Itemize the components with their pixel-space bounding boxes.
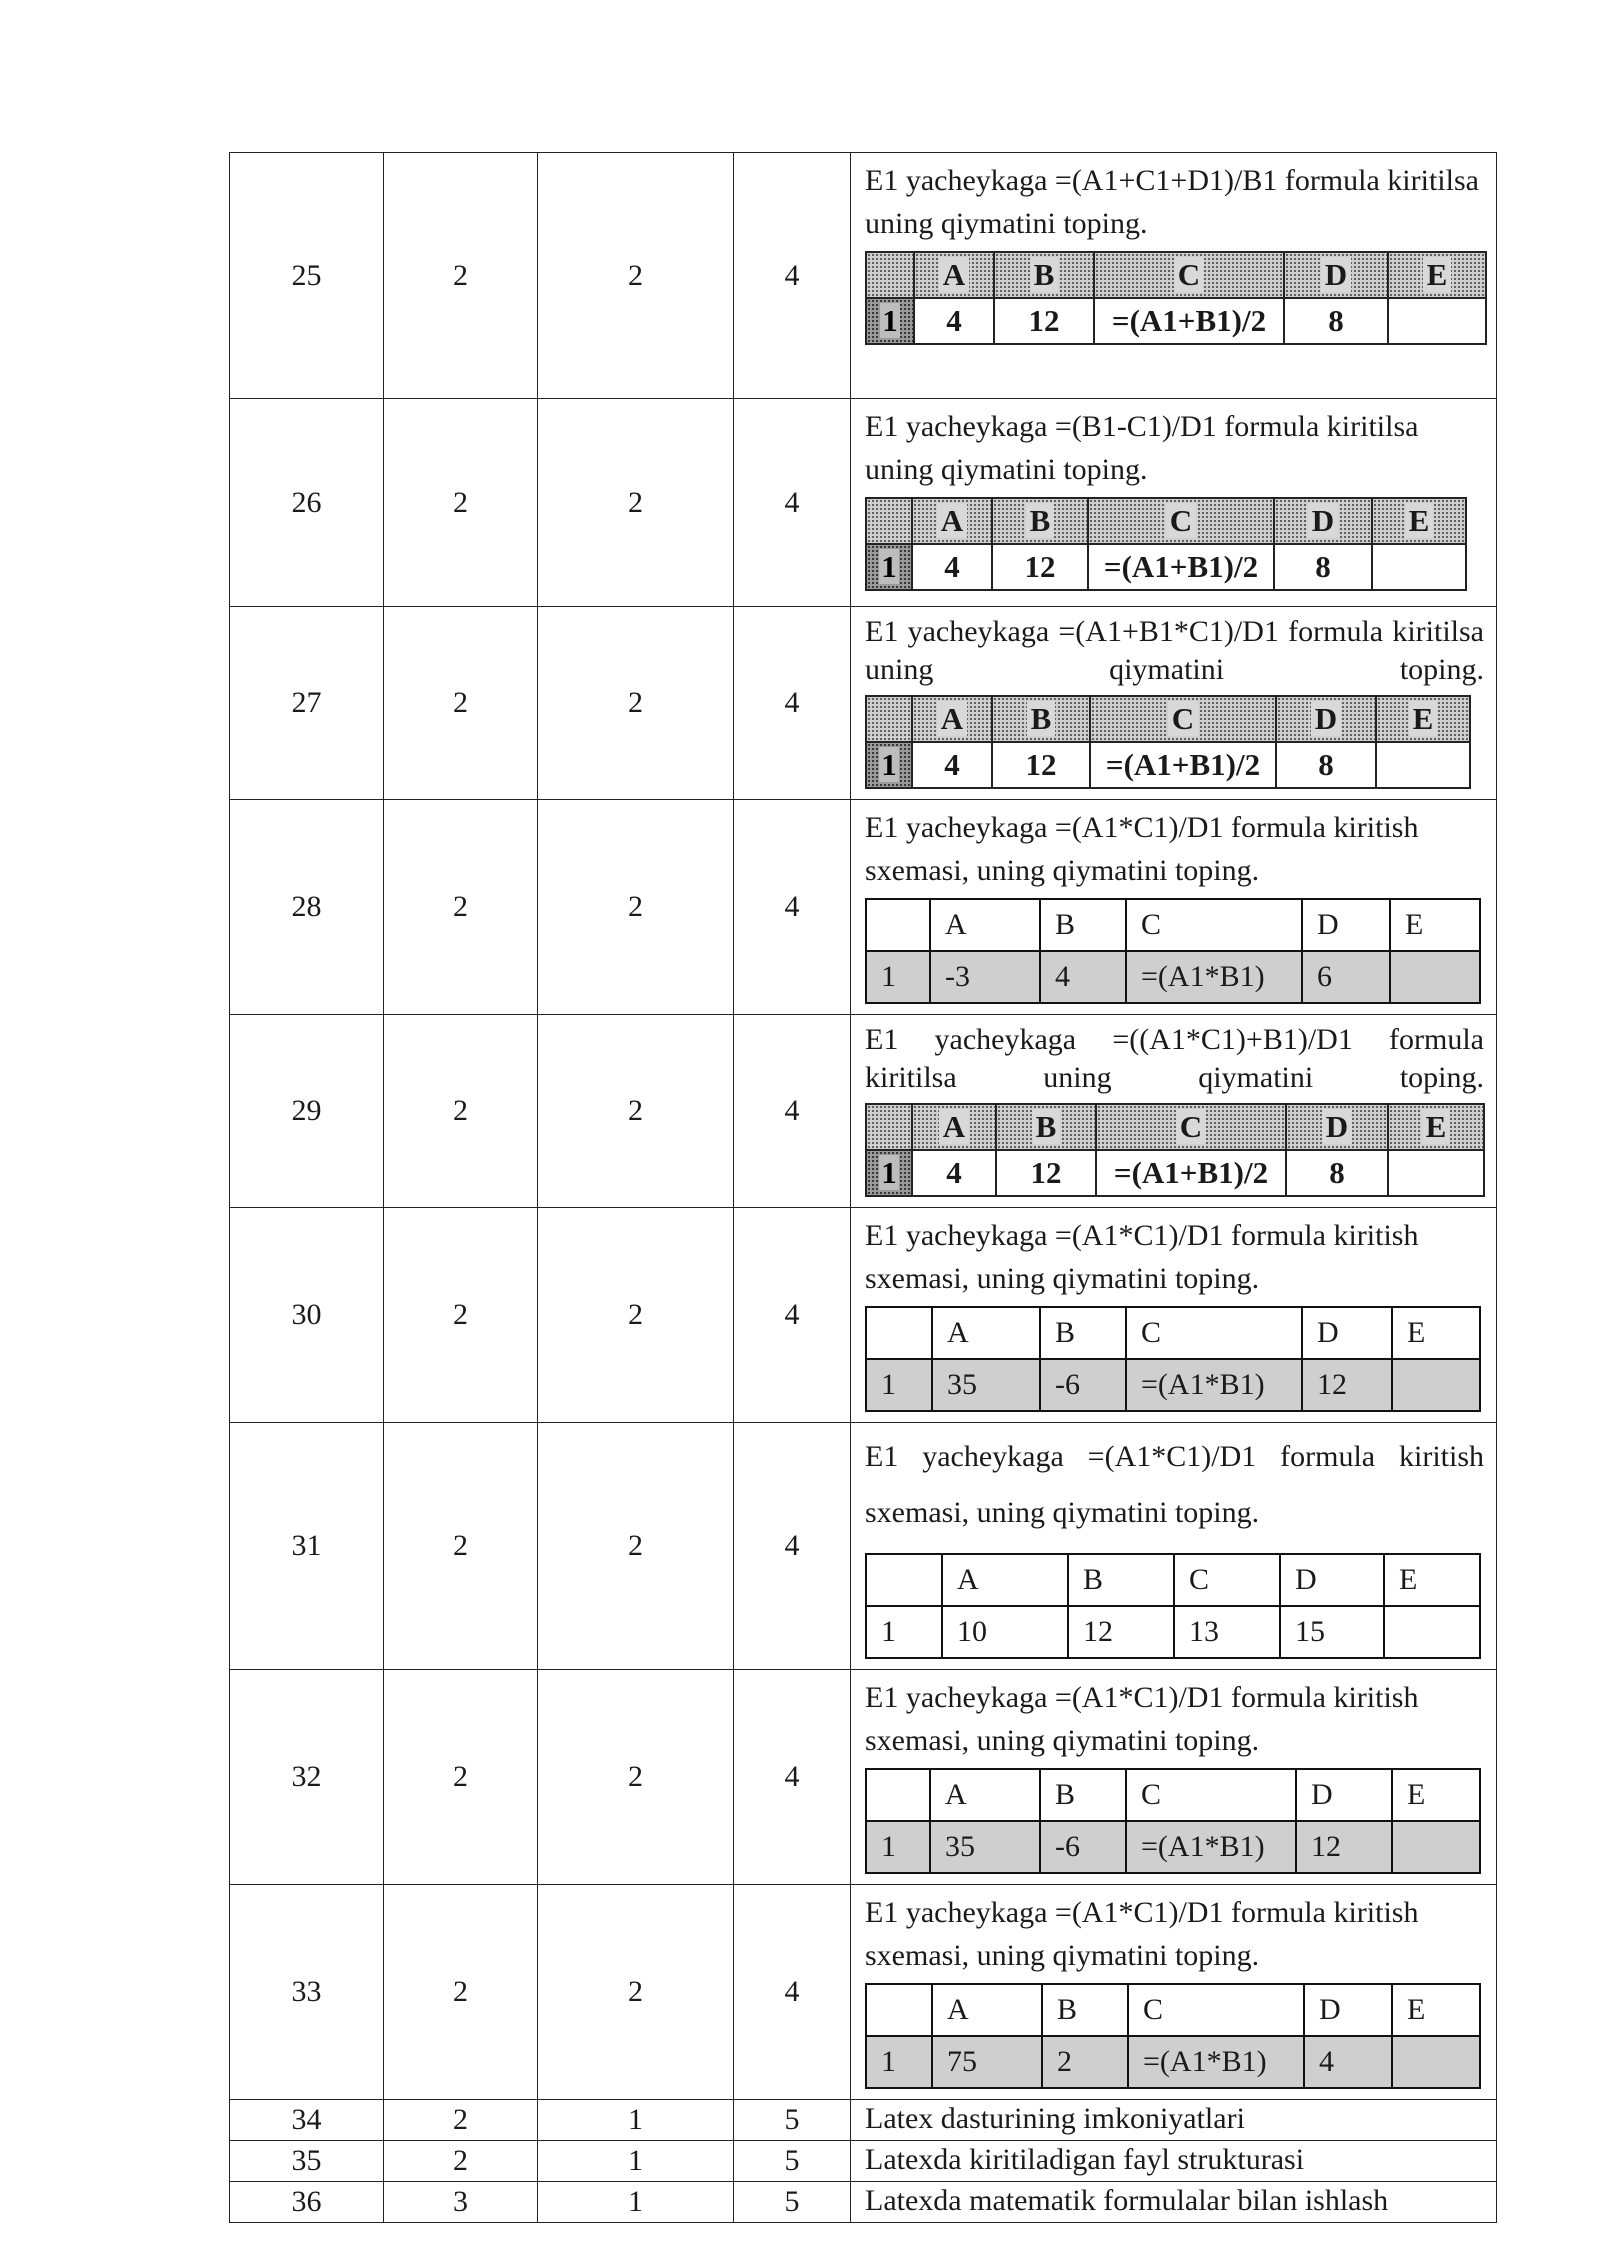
sheet-header-b: B xyxy=(1042,1984,1128,2036)
sheet-cell-d1: 12 xyxy=(1296,1821,1392,1873)
sheet-header-a: A xyxy=(930,1769,1040,1821)
question-cell xyxy=(851,1885,1497,2100)
table-row xyxy=(230,607,1497,800)
sheet-row-number: 1 xyxy=(866,1821,930,1873)
sheet-corner xyxy=(866,1307,932,1359)
spreadsheet-table xyxy=(865,1768,1481,1874)
sheet-cell-c1: =(A1*B1) xyxy=(1126,951,1302,1003)
col-3-value: 2 xyxy=(538,607,734,800)
sheet-cell-a1: -3 xyxy=(930,951,1040,1003)
question-number: 36 xyxy=(230,2182,384,2223)
table-row xyxy=(230,153,1497,399)
col-2-value: 2 xyxy=(384,1208,538,1423)
sheet-header-b: B xyxy=(1068,1554,1174,1606)
sheet-header-d: D xyxy=(1276,696,1376,742)
table-row xyxy=(230,2141,1497,2182)
sheet-header-a: A xyxy=(932,1984,1042,2036)
sheet-corner xyxy=(866,899,930,951)
sheet-header-c: C xyxy=(1126,1769,1296,1821)
sheet-header-a: A xyxy=(942,1554,1068,1606)
col-2-value: 2 xyxy=(384,153,538,399)
table-row xyxy=(230,399,1497,607)
sheet-cell-d1: 8 xyxy=(1284,298,1388,344)
sheet-header-a: A xyxy=(912,696,992,742)
table-row xyxy=(230,2100,1497,2141)
sheet-cell-a1: 75 xyxy=(932,2036,1042,2088)
col-3-value: 1 xyxy=(538,2182,734,2223)
sheet-cell-b1: 4 xyxy=(1040,951,1126,1003)
spreadsheet-table xyxy=(865,1983,1481,2089)
table-row xyxy=(230,1208,1497,1423)
sheet-cell-d1: 8 xyxy=(1286,1150,1388,1196)
question-text: E1 yacheykaga =(B1-C1)/D1 formula kiritilsa uning qiymatini toping. xyxy=(865,410,1419,486)
table-row xyxy=(230,2182,1497,2223)
question-text: Latexda kiritiladigan fayl strukturasi xyxy=(851,2141,1497,2182)
question-text: E1 yacheykaga =(A1*C1)/D1 formula kiritish sxemasi, uning qiymatini toping. xyxy=(865,1896,1419,1972)
col-3-value: 2 xyxy=(538,800,734,1015)
question-text: E1 yacheykaga =(A1+C1+D1)/B1 formula kiritilsa uning qiymatini toping. xyxy=(865,164,1479,240)
sheet-header-e: E xyxy=(1372,498,1466,544)
col-3-value: 1 xyxy=(538,2100,734,2141)
question-number: 27 xyxy=(230,607,384,800)
sheet-header-d: D xyxy=(1296,1769,1392,1821)
question-cell xyxy=(851,1208,1497,1423)
sheet-header-c: C xyxy=(1174,1554,1280,1606)
sheet-header-b: B xyxy=(1040,1307,1126,1359)
sheet-header-b: B xyxy=(1040,1769,1126,1821)
col-3-value: 2 xyxy=(538,153,734,399)
question-text: E1 yacheykaga =(A1*C1)/D1 formula kiritish sxemasi, uning qiymatini toping. xyxy=(865,1440,1484,1529)
sheet-cell-b1: 12 xyxy=(1068,1606,1174,1658)
sheet-row-number: 1 xyxy=(866,1606,942,1658)
sheet-header-d: D xyxy=(1284,252,1388,298)
sheet-header-e: E xyxy=(1392,1307,1480,1359)
spreadsheet-image xyxy=(865,1103,1485,1197)
sheet-row-number: 1 xyxy=(866,2036,932,2088)
sheet-header-c: C xyxy=(1090,696,1276,742)
col-2-value: 3 xyxy=(384,2182,538,2223)
question-table xyxy=(229,152,1497,2223)
sheet-cell-a1: 4 xyxy=(914,298,994,344)
sheet-cell-b1: 12 xyxy=(992,742,1090,788)
sheet-header-e: E xyxy=(1376,696,1470,742)
sheet-header-b: B xyxy=(992,498,1088,544)
sheet-cell-a1: 4 xyxy=(912,1150,996,1196)
question-number: 31 xyxy=(230,1423,384,1670)
sheet-cell-d1: 8 xyxy=(1274,544,1372,590)
question-number: 28 xyxy=(230,800,384,1015)
sheet-header-c: C xyxy=(1094,252,1284,298)
sheet-cell-c1: =(A1*B1) xyxy=(1126,1359,1302,1411)
sheet-corner xyxy=(866,1554,942,1606)
col-2-value: 2 xyxy=(384,1423,538,1670)
question-text: Latexda matematik formulalar bilan ishlash xyxy=(851,2182,1497,2223)
sheet-header-c: C xyxy=(1128,1984,1304,2036)
sheet-header-e: E xyxy=(1388,252,1486,298)
question-number: 25 xyxy=(230,153,384,399)
col-2-value: 2 xyxy=(384,800,538,1015)
sheet-cell-e1 xyxy=(1392,1821,1480,1873)
col-3-value: 1 xyxy=(538,2141,734,2182)
sheet-cell-e1 xyxy=(1388,298,1486,344)
table-row xyxy=(230,1423,1497,1670)
sheet-header-a: A xyxy=(914,252,994,298)
sheet-cell-b1: 12 xyxy=(996,1150,1096,1196)
col-2-value: 2 xyxy=(384,2100,538,2141)
spreadsheet-table xyxy=(865,898,1481,1004)
question-number: 35 xyxy=(230,2141,384,2182)
spreadsheet-table xyxy=(865,1306,1481,1412)
col-4-value: 4 xyxy=(734,1015,851,1208)
table-row xyxy=(230,800,1497,1015)
question-cell xyxy=(851,800,1497,1015)
sheet-cell-a1: 10 xyxy=(942,1606,1068,1658)
col-4-value: 4 xyxy=(734,607,851,800)
sheet-row-number: 1 xyxy=(866,544,912,590)
sheet-cell-e1 xyxy=(1372,544,1466,590)
sheet-header-c: C xyxy=(1096,1104,1286,1150)
sheet-header-d: D xyxy=(1280,1554,1384,1606)
sheet-cell-d1: 8 xyxy=(1276,742,1376,788)
sheet-cell-a1: 35 xyxy=(932,1359,1040,1411)
sheet-corner xyxy=(866,498,912,544)
sheet-header-d: D xyxy=(1274,498,1372,544)
sheet-cell-e1 xyxy=(1392,2036,1480,2088)
sheet-row-number: 1 xyxy=(866,1359,932,1411)
question-number: 33 xyxy=(230,1885,384,2100)
spreadsheet-image xyxy=(865,497,1467,591)
sheet-header-e: E xyxy=(1384,1554,1480,1606)
question-number: 32 xyxy=(230,1670,384,1885)
sheet-header-e: E xyxy=(1390,899,1480,951)
col-3-value: 2 xyxy=(538,1015,734,1208)
col-2-value: 2 xyxy=(384,2141,538,2182)
spreadsheet-image xyxy=(865,695,1471,789)
sheet-cell-d1: 4 xyxy=(1304,2036,1392,2088)
col-2-value: 2 xyxy=(384,1015,538,1208)
sheet-header-b: B xyxy=(992,696,1090,742)
col-3-value: 2 xyxy=(538,1670,734,1885)
sheet-row-number: 1 xyxy=(866,1150,912,1196)
sheet-cell-b1: 12 xyxy=(994,298,1094,344)
sheet-cell-b1: 12 xyxy=(992,544,1088,590)
col-4-value: 4 xyxy=(734,1670,851,1885)
question-cell xyxy=(851,153,1497,399)
question-number: 30 xyxy=(230,1208,384,1423)
sheet-row-number: 1 xyxy=(866,742,912,788)
sheet-header-b: B xyxy=(1040,899,1126,951)
sheet-header-a: A xyxy=(912,498,992,544)
sheet-header-d: D xyxy=(1302,1307,1392,1359)
table-row xyxy=(230,1670,1497,1885)
sheet-corner xyxy=(866,1104,912,1150)
col-4-value: 5 xyxy=(734,2141,851,2182)
question-cell xyxy=(851,1015,1497,1208)
sheet-header-b: B xyxy=(996,1104,1096,1150)
sheet-row-number: 1 xyxy=(866,298,914,344)
sheet-cell-c1: =(A1*B1) xyxy=(1128,2036,1304,2088)
sheet-corner xyxy=(866,696,912,742)
sheet-cell-c1: =(A1+B1)/2 xyxy=(1094,298,1284,344)
sheet-header-c: C xyxy=(1126,1307,1302,1359)
question-cell xyxy=(851,399,1497,607)
col-4-value: 4 xyxy=(734,153,851,399)
sheet-cell-b1: -6 xyxy=(1040,1359,1126,1411)
col-4-value: 4 xyxy=(734,399,851,607)
question-cell xyxy=(851,1423,1497,1670)
sheet-cell-a1: 4 xyxy=(912,544,992,590)
question-cell xyxy=(851,607,1497,800)
sheet-header-d: D xyxy=(1304,1984,1392,2036)
sheet-cell-c1: =(A1+B1)/2 xyxy=(1096,1150,1286,1196)
sheet-cell-b1: -6 xyxy=(1040,1821,1126,1873)
sheet-cell-e1 xyxy=(1384,1606,1480,1658)
col-4-value: 4 xyxy=(734,1885,851,2100)
question-text: E1 yacheykaga =(A1*C1)/D1 formula kiritish sxemasi, uning qiymatini toping. xyxy=(865,1681,1419,1757)
sheet-corner xyxy=(866,1769,930,1821)
sheet-cell-d1: 12 xyxy=(1302,1359,1392,1411)
sheet-cell-b1: 2 xyxy=(1042,2036,1128,2088)
question-number: 26 xyxy=(230,399,384,607)
question-cell xyxy=(851,1670,1497,1885)
sheet-header-d: D xyxy=(1302,899,1390,951)
sheet-header-e: E xyxy=(1388,1104,1484,1150)
col-2-value: 2 xyxy=(384,1670,538,1885)
col-4-value: 5 xyxy=(734,2182,851,2223)
spreadsheet-table xyxy=(865,1553,1481,1659)
col-2-value: 2 xyxy=(384,1885,538,2100)
question-text: E1 yacheykaga =(A1+B1*C1)/D1 formula kiritilsa uning qiymatini toping. xyxy=(865,615,1484,686)
sheet-cell-c1: =(A1*B1) xyxy=(1126,1821,1296,1873)
sheet-corner xyxy=(866,252,914,298)
sheet-header-d: D xyxy=(1286,1104,1388,1150)
sheet-header-c: C xyxy=(1088,498,1274,544)
sheet-header-a: A xyxy=(932,1307,1040,1359)
col-3-value: 2 xyxy=(538,1208,734,1423)
sheet-cell-e1 xyxy=(1376,742,1470,788)
sheet-header-e: E xyxy=(1392,1769,1480,1821)
sheet-header-a: A xyxy=(912,1104,996,1150)
question-number: 34 xyxy=(230,2100,384,2141)
table-row xyxy=(230,1885,1497,2100)
sheet-corner xyxy=(866,1984,932,2036)
sheet-header-e: E xyxy=(1392,1984,1480,2036)
col-4-value: 5 xyxy=(734,2100,851,2141)
question-text: E1 yacheykaga =(A1*C1)/D1 formula kiritish sxemasi, uning qiymatini toping. xyxy=(865,1219,1419,1295)
question-text: Latex dasturining imkoniyatlari xyxy=(851,2100,1497,2141)
spreadsheet-image xyxy=(865,251,1487,345)
col-3-value: 2 xyxy=(538,399,734,607)
sheet-cell-a1: 4 xyxy=(912,742,992,788)
col-3-value: 2 xyxy=(538,1423,734,1670)
sheet-cell-c1: =(A1+B1)/2 xyxy=(1088,544,1274,590)
sheet-header-b: B xyxy=(994,252,1094,298)
col-2-value: 2 xyxy=(384,607,538,800)
col-3-value: 2 xyxy=(538,1885,734,2100)
col-4-value: 4 xyxy=(734,800,851,1015)
sheet-cell-e1 xyxy=(1392,1359,1480,1411)
sheet-cell-e1 xyxy=(1390,951,1480,1003)
col-2-value: 2 xyxy=(384,399,538,607)
col-4-value: 4 xyxy=(734,1208,851,1423)
sheet-header-a: A xyxy=(930,899,1040,951)
question-text: E1 yacheykaga =(A1*C1)/D1 formula kiritish sxemasi, uning qiymatini toping. xyxy=(865,811,1419,887)
col-4-value: 4 xyxy=(734,1423,851,1670)
sheet-cell-d1: 15 xyxy=(1280,1606,1384,1658)
question-number: 29 xyxy=(230,1015,384,1208)
sheet-cell-c1: 13 xyxy=(1174,1606,1280,1658)
sheet-cell-a1: 35 xyxy=(930,1821,1040,1873)
sheet-cell-c1: =(A1+B1)/2 xyxy=(1090,742,1276,788)
sheet-header-c: C xyxy=(1126,899,1302,951)
question-text: E1 yacheykaga =((A1*C1)+B1)/D1 formula kiritilsa uning qiymatini toping. xyxy=(865,1023,1484,1094)
sheet-cell-d1: 6 xyxy=(1302,951,1390,1003)
table-row xyxy=(230,1015,1497,1208)
sheet-row-number: 1 xyxy=(866,951,930,1003)
sheet-cell-e1 xyxy=(1388,1150,1484,1196)
